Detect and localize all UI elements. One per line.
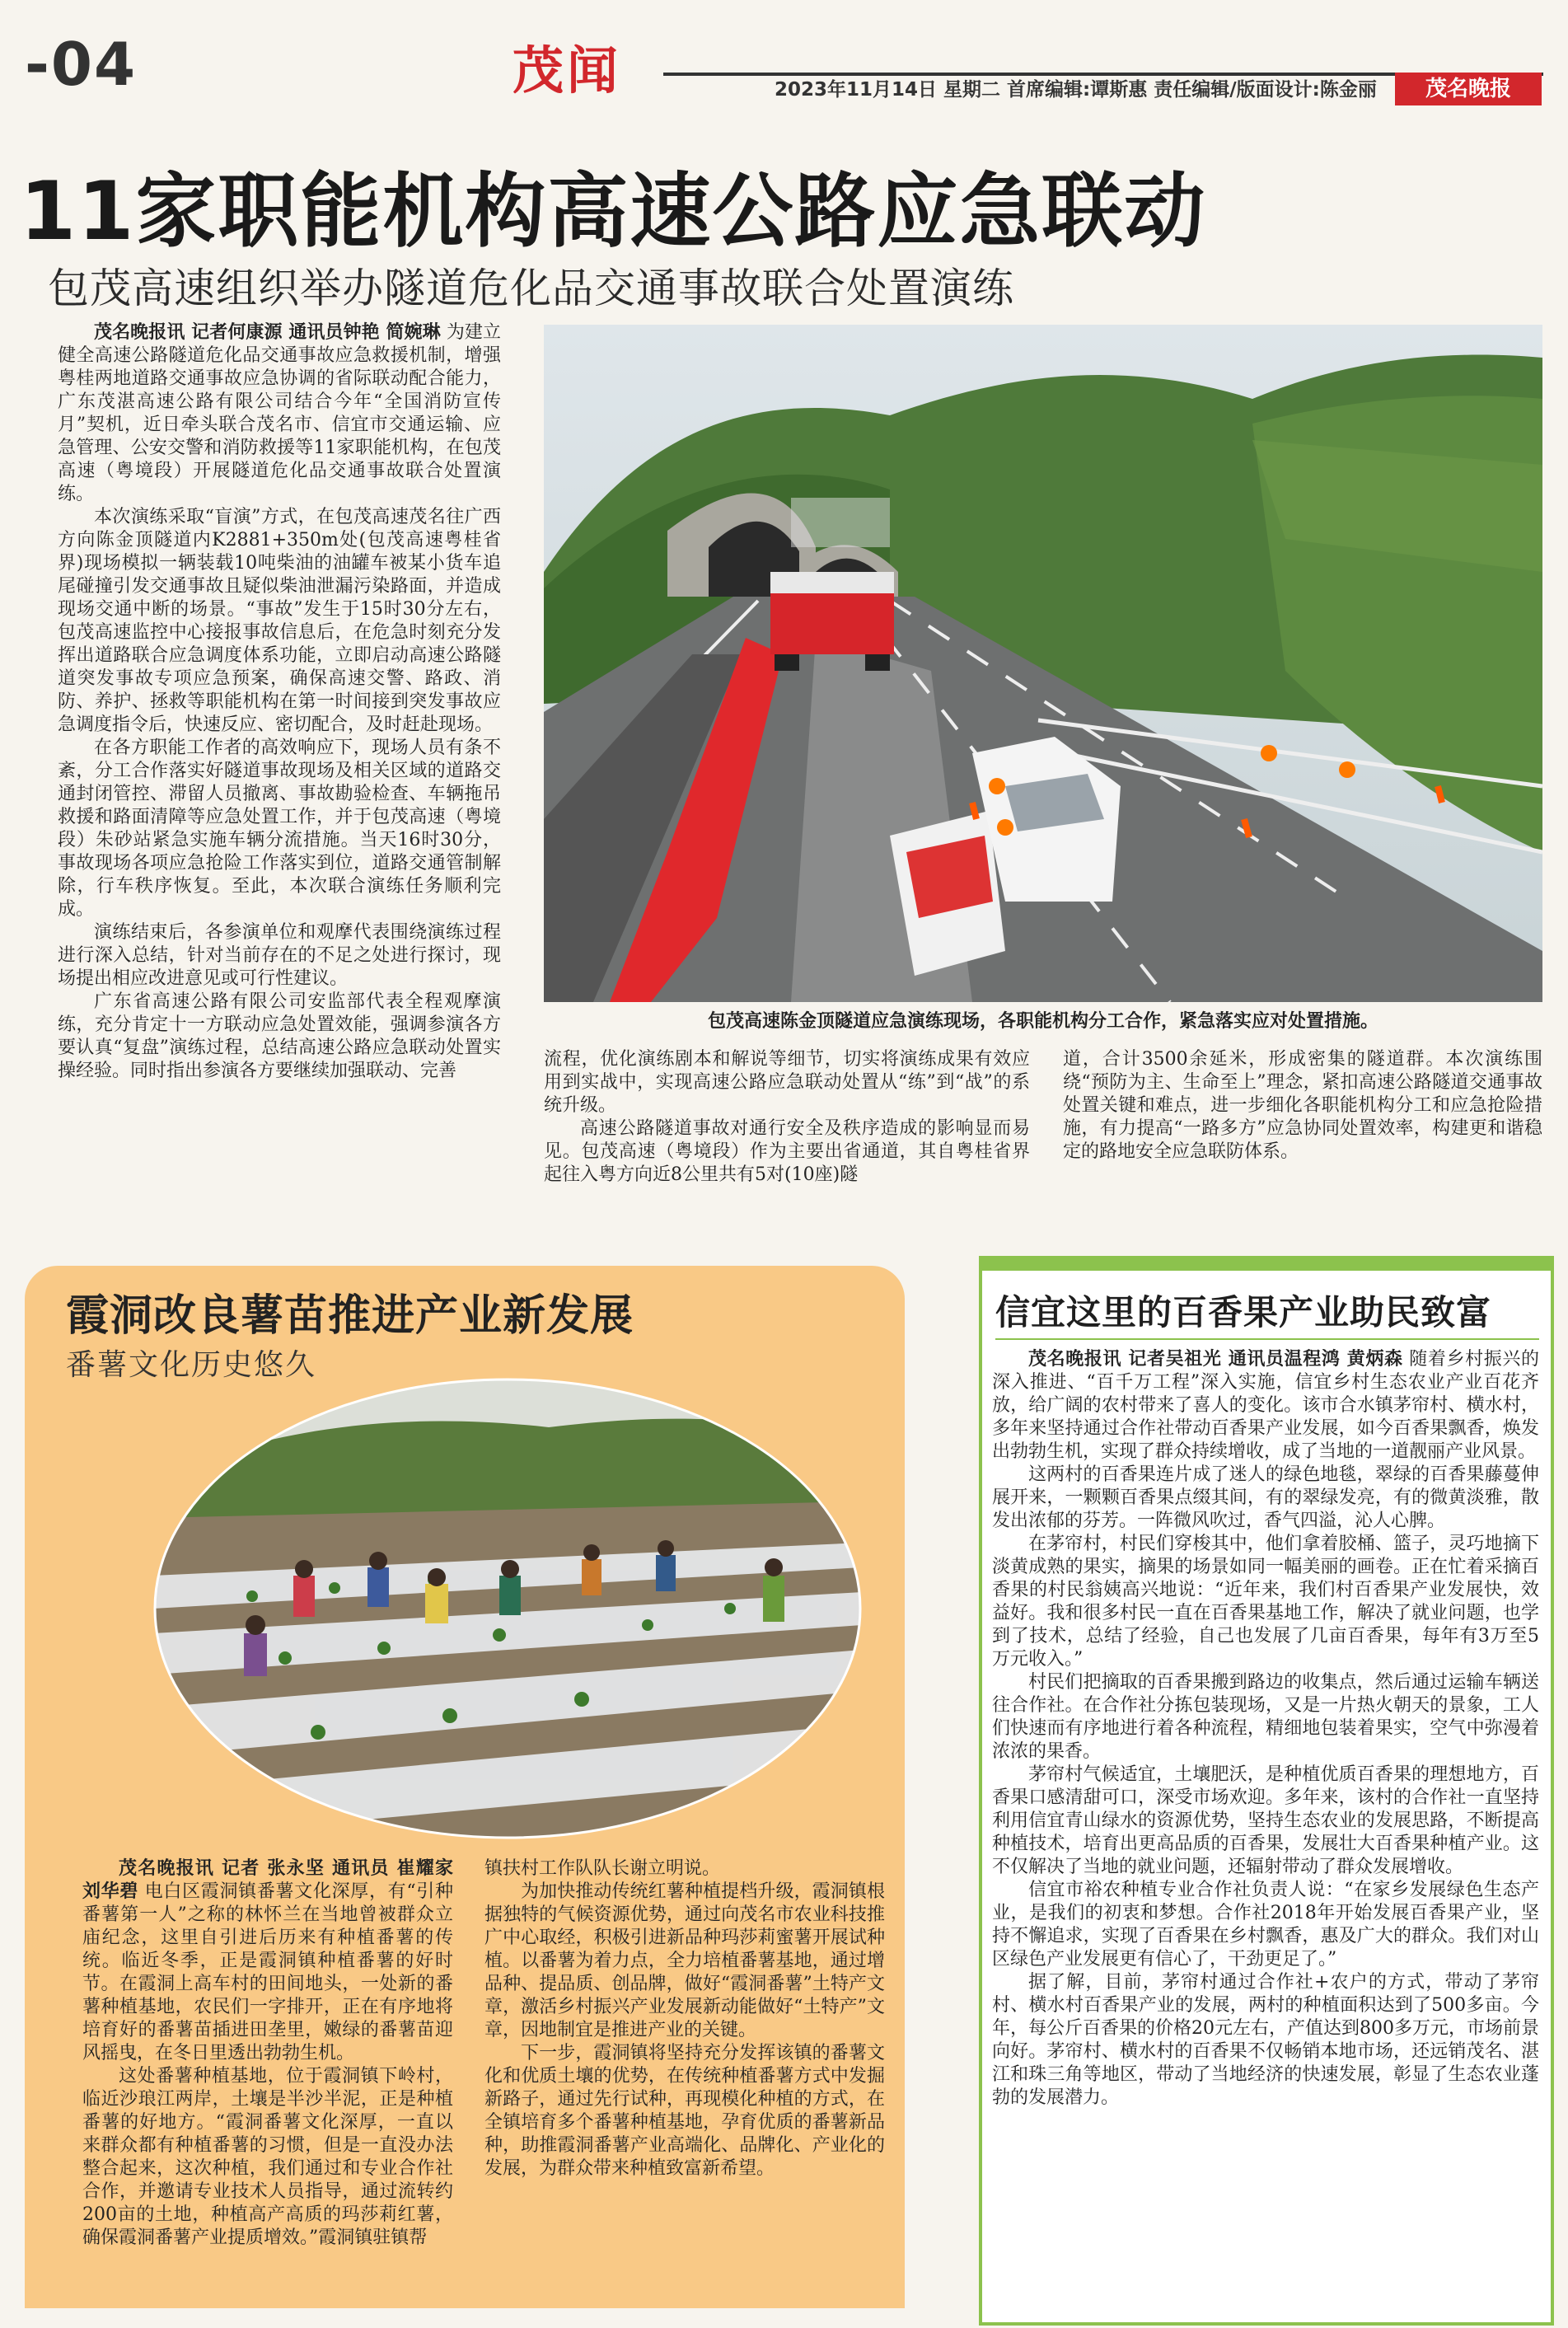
sweet-potato-column-1 (82, 1857, 453, 2250)
passion-fruit-paragraph-4: 村民们把摘取的百香果搬到路边的收集点，然后通过运输车辆送往合作社。在合作社分拣包装现场，又是一片热火朝天的景象，工人们快速而有序地进行着各种流程，精细地包装着果实，空气中弥漫着浓浓的果香。 (992, 1672, 1539, 1762)
main-paragraph-2: 本次演练采取“盲演”方式，在包茂高速茂名往广西方向陈金顶隧道内K2881+350m处(包茂高速粤桂省界)现场模拟一辆装载10吨柴油的油罐车被某小货车追尾碰撞引发交通事故且疑似柴油泄漏污染路面，并造成现场交通中断的场景。“事故”发生于15时30分左右，包茂高速监控中心接报事故信息后，在危急时刻充分发挥出道路联合应急调度体系功能，立即启动高速公路隧道突发事故专项应急预案，确保高速交警、路政、消防、养护、拯救等职能机构在第一时间接到突发事故应急调度指令后，快速反应、密切配合，及时赶赴现场。 (58, 507, 501, 735)
main-article-column-2 (544, 1048, 1030, 1187)
passion-fruit-paragraph-7: 据了解，目前，茅帘村通过合作社+农户的方式，带动了茅帘村、横水村百香果产业的发展，两村的种植面积达到了500多亩。今年，每公斤百香果的价格20元左右，产值达到800多万元，市场前景向好。茅帘村、横水村的百香果不仅畅销本地市场，还远销茂名、湛江和珠三角等地区，带动了当地经济的快速发展，彰显了生态农业蓬勃的发展潜力。 (992, 1972, 1539, 2108)
masthead-logo: 茂名晚报 (1395, 73, 1542, 105)
main-paragraph-3: 在各方职能工作者的高效响应下，现场人员有条不紊，分工合作落实好隧道事故现场及相关区域的道路交通封闭管控、滞留人员撤离、事故勘验检查、车辆拖吊救援和路面清障等应急处置工作，并于包茂高速（粤境段）朱砂站紧急实施车辆分流措施。当天16时30分，事故现场各项应急抢险工作落实到位，道路交通管制解除，行车秩序恢复。至此，本次联合演练任务顺利完成。 (58, 738, 501, 920)
sweet-potato-column-2 (484, 1857, 885, 2180)
main-article-column-1 (58, 321, 501, 1083)
main-headline: 11家职能机构高速公路应急联动 (20, 165, 1207, 259)
passion-fruit-top-bar (979, 1256, 1554, 1271)
passion-fruit-paragraph-6: 信宜市裕农种植专业合作社负责人说：“在家乡发展绿色生态产业，是我们的初衷和梦想。合作社2018年开始发展百香果产业，坚持不懈追求，实现了百香果在乡村飘香，惠及广大的群众。我们对山区绿色产业发展更有信心了，干劲更足了。” (992, 1880, 1539, 1970)
passion-fruit-title: 信宜这里的百香果产业助民致富 (995, 1292, 1492, 1333)
main-byline: 茂名晚报讯 记者何康源 通讯员钟艳 简婉琳 (94, 322, 441, 343)
photo-caption: 包茂高速陈金顶隧道应急演练现场，各职能机构分工合作，紧急落实应对处置措施。 (707, 1011, 1378, 1032)
main-paragraph-1: 茂名晚报讯 记者何康源 通讯员钟艳 简婉琳 为建立健全高速公路隧道危化品交通事故应急救援机制，增强粤桂两地道路交通事故应急协调的省际联动配合能力，广东茂湛高速公路有限公司结合今年“全国消防宣传月”契机，近日牵头联合茂名市、信宜市交通运输、应急管理、公安交警和消防救援等11家职能机构，在包茂高速（粤境段）开展隧道危化品交通事故联合处置演练。 (58, 322, 501, 504)
passion-fruit-byline: 茂名晚报讯 记者吴祖光 通讯员温程鸿 黄炳森 (1028, 1349, 1403, 1370)
sweet-potato-byline: 茂名晚报讯 记者 张永坚 通讯员 崔耀家 刘华碧 (82, 1858, 453, 1902)
sweet-potato-paragraph-4: 为加快推动传统红薯种植提档升级，霞洞镇根据独特的气候资源优势，通过向茂名市农业科技推广中心取经，积极引进新品种玛莎莉蜜薯开展试种植。以番薯为着力点，全力培植番薯基地，通过增品种、提品质、创品牌，做好“霞洞番薯”土特产文章，激活乡村振兴产业发展新动能做好“土特产”文章，因地制宜是推进产业的关键。 (484, 1881, 885, 2040)
main-paragraph-8: 道，合计3500余延米，形成密集的隧道群。本次演练围绕“预防为主、生命至上”理念，紧扣高速公路隧道交通事故处置关键和难点，进一步细化各职能机构分工和应急抢险措施，有力提高“一路多方”应急协同处置效率，构建更和谐稳定的路地安全应急联防体系。 (1063, 1049, 1542, 1162)
main-paragraph-7: 高速公路隧道事故对通行安全及秩序造成的影响显而易见。包茂高速（粤境段）作为主要出省通道，其自粤桂省界起往入粤方向近8公里共有5对(10座)隧 (544, 1118, 1030, 1185)
header-meta: 2023年11月14日 星期二 首席编辑:谭斯惠 责任编辑/版面设计:陈金丽 (775, 79, 1377, 101)
passion-fruit-paragraph-1: 茂名晚报讯 记者吴祖光 通讯员温程鸿 黄炳森 随着乡村振兴的深入推进、“百千万工程”深入实施，信宜乡村生态农业产业百花齐放，给广阔的农村带来了喜人的变化。该市合水镇茅帘村、横水村，多年来坚持通过合作社带动百香果产业发展，如今百香果飘香，焕发出勃勃生机，实现了群众持续增收，成了当地的一道靓丽产业风景。 (992, 1349, 1539, 1462)
page-number: -04 (25, 30, 138, 99)
main-paragraph-5: 广东省高速公路有限公司安监部代表全程观摩演练，充分肯定十一方联动应急处置效能，强调参演各方要认真“复盘”演练过程，总结高速公路应急联动处置实操经验。同时指出参演各方要继续加强联动、完善 (58, 991, 501, 1081)
sweet-potato-paragraph-2: 这处番薯种植基地，位于霞洞镇下岭村，临近沙琅江两岸，土壤是半沙半泥，正是种植番薯的好地方。“霞洞番薯文化深厚，一直以来群众都有种植番薯的习惯，但是一直没办法整合起来，这次种植，我们通过和专业合作社合作，并邀请专业技术人员指导，通过流转约200亩的土地，种植高产高质的玛莎莉红薯，确保霞洞番薯产业提质增效。”霞洞镇驻镇帮 (82, 2066, 453, 2248)
sweet-potato-field-photo (153, 1378, 862, 1839)
passion-fruit-paragraph-5: 茅帘村气候适宜，土壤肥沃，是种植优质百香果的理想地方，百香果口感清甜可口，深受市场欢迎。多年来，该村的合作社一直坚持利用信宜青山绿水的资源优势，坚持生态农业的发展思路，不断提高种植技术，培育出更高品质的百香果，发展壮大百香果种植产业。这不仅解决了当地的就业问题，还辐射带动了群众发展增收。 (992, 1764, 1539, 1877)
main-article-column-3 (1063, 1048, 1542, 1164)
passion-fruit-paragraph-2: 这两村的百香果连片成了迷人的绿色地毯，翠绿的百香果藤蔓伸展开来，一颗颗百香果点缀其间，有的翠绿发亮，有的微黄淡雅，散发出浓郁的芬芳。一阵微风吹过，香气四溢，沁人心脾。 (992, 1464, 1539, 1531)
main-paragraph-6: 流程，优化演练剧本和解说等细节，切实将演练成果有效应用到实战中，实现高速公路应急联动处置从“练”到“战”的系统升级。 (544, 1049, 1030, 1116)
section-name: 茂闻 (513, 40, 622, 101)
passion-fruit-title-rule (995, 1338, 1539, 1340)
sweet-potato-paragraph-1: 茂名晚报讯 记者 张永坚 通讯员 崔耀家 刘华碧 电白区霞洞镇番薯文化深厚，有“引种番薯第一人”之称的林怀兰在当地曾被群众立庙纪念，这里自引进后历来有种植番薯的传统。临近冬季，正是霞洞镇种植番薯的好时节。在霞洞上高车村的田间地头，一处新的番薯种植基地，农民们一字排开，正在有序地将培育好的番薯苗插进田垄里，嫩绿的番薯苗迎风摇曳，在冬日里透出勃勃生机。 (82, 1858, 453, 2063)
sweet-potato-title: 霞洞改良薯苗推进产业新发展 (66, 1291, 634, 1341)
sweet-potato-paragraph-3: 镇扶村工作队队长谢立明说。 (484, 1858, 721, 1879)
passion-fruit-paragraph-3: 在茅帘村，村民们穿梭其中，他们拿着胶桶、篮子，灵巧地摘下淡黄成熟的果实，摘果的场景如同一幅美丽的画卷。正在忙着采摘百香果的村民翁姨高兴地说：“近年来，我们村百香果产业发展快，效益好。我和很多村民一直在百香果基地工作，解决了就业问题，也学到了技术，总结了经验，自己也发展了几亩百香果，每年有3万至5万元收入。” (992, 1534, 1539, 1670)
sweet-potato-paragraph-5: 下一步，霞洞镇将坚持充分发挥该镇的番薯文化和优质土壤的优势，在传统种植番薯方式中发掘新路子，通过先行试种，再现模化种植的方式，在全镇培育多个番薯种植基地，孕育优质的番薯新品种，助推霞洞番薯产业高端化、品牌化、产业化的发展，为群众带来种植致富新希望。 (484, 2043, 885, 2179)
main-subheadline: 包茂高速组织举办隧道危化品交通事故联合处置演练 (48, 265, 1014, 312)
sweet-potato-subtitle: 番薯文化历史悠久 (66, 1348, 317, 1382)
tunnel-drill-photo (544, 325, 1542, 1002)
main-paragraph-4: 演练结束后，各参演单位和观摩代表围绕演练过程进行深入总结，针对当前存在的不足之处进行探讨，现场提出相应改进意见或可行性建议。 (58, 922, 501, 989)
passion-fruit-column (992, 1348, 1539, 2110)
